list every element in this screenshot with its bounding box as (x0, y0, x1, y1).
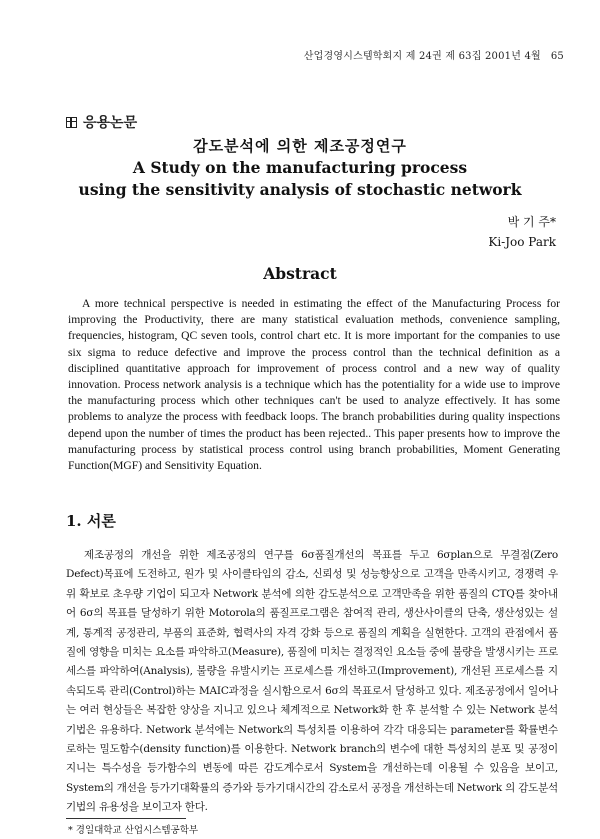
section-tag-label: 응용논문 (83, 115, 138, 131)
author-block (488, 212, 556, 252)
title-english-line1: A Study on the manufacturing process (132, 158, 468, 177)
footnote-divider (66, 818, 186, 819)
footnote: * 경일대학교 산업시스템공학부 (68, 825, 199, 836)
section-tag (66, 112, 137, 132)
author-korean: 박 기 주* (507, 215, 556, 229)
running-header (304, 47, 564, 62)
title-english-line2: using the sensitivity analysis of stochastic network (78, 180, 522, 199)
introduction-text: 제조공정의 개선을 위한 제조공정의 연구를 6σ품질개선의 목표를 두고 6σplan으로 무결점(Zero Defect)목표에 도전하고, 원가 및 사이클타임의 감소, 신뢰성 및 성능향상으로 고객을 만족시키고, 경쟁력 우위 확보로 초우량 기업이 되고자 Network 분석에 의한 감도분석으로 고객만족을 위한 품질의 CTQ를 찾아내어 6σ의 목표를 달성하기 위한 Motorola의 품질프로그램은 참여적 관리, 생산사이클의 단축, 생산성있는 설계, 통계적 공정관리, 부품의 표준화, 협력사의 자격 강화 등으로 품질의 계획을 실현한다. 고객의 관점에서 품질에 영향을 미치는 요소를 파악하고(Measure), 품질에 미치는 결정적인 요소들 중에 불량을 발생시키는 프로세스를 파악하여(Analysis), 불량을 유발시키는 프로세스를 개선하고(Improvement), 개선된 프로세스를 지속되도록 관리(Control)하는 MAIC과정을 실시함으로서 6σ의 목표로서 달성하고 있다. 제조공정에서 일어나는 여러 현상들은 복잡한 양상을 지니고 있으나 체계적으로 Network화 한 후 분석할 수 있는 Network 분석기법은 유용하다. Network 분석에는 Network의 특성치를 이용하여 각각 대응되는 parameter를 확률변수로하는 밀도함수(density function)를 이용한다. Network branch의 변수에 대한 특성치의 분포 및 공정이 지니는 특수성을 등가함수의 변동에 따른 감도계수로서 System을 개선하는데 이용될 수 있음을 보이고, System의 개선을 등가기대확률의 증가와 등가기대시간의 감소로서 공정을 개선하는데 Network 의 감도분석기법의 유용성을 보이고자 한다. (66, 549, 558, 814)
abstract-text: A more technical perspective is needed in estimating the effect of the Manufacturing Process for improving the Productivity, there are many statistical evaluation methods, convenience sampling, frequencies, histogram, QC seven tools, control chart etc. It is more important for the companies to use six sigma to reduce defective and improve the process control than the technical definition as a disciplined quantitative approach for improvement of process control and a new way of quality innovation. Process network analysis is a technique which has the potentiality for a wide use to improve the manufacturing process which other techniques can't be used to analyze effectively. It has some problems to analyze the process with feedback loops. The branch probabilities during quality inspections depend upon the number of times the product has been rejected.. This paper presents how to improve the manufacturing process by statistical process control using branch probabilities, Moment Generating Function(MGF) and Sensitivity Equation. (68, 297, 560, 473)
section-heading-introduction: 1. 서론 (66, 512, 116, 530)
page-number: 65 (550, 51, 564, 62)
abstract-heading: Abstract (263, 264, 337, 283)
grid-square-icon (66, 117, 77, 128)
author-english: Ki-Joo Park (488, 235, 556, 249)
title-korean: 감도분석에 의한 제조공정연구 (193, 137, 407, 155)
journal-info: 산업경영시스템학회지 제 24권 제 63집 2001년 4월 (303, 51, 541, 62)
